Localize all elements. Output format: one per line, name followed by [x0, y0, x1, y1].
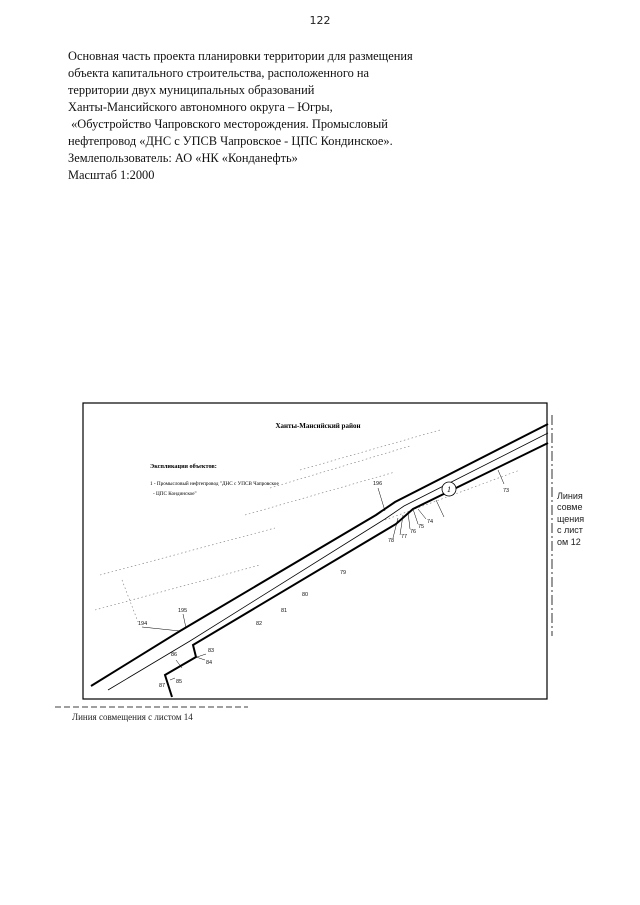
- point-label: 195: [178, 608, 188, 614]
- point-label: 80: [302, 592, 309, 598]
- header-line: Основная часть проекта планировки территории для размещения: [68, 49, 413, 63]
- district-label: Ханты-Мансийский район: [275, 422, 361, 430]
- object-marker-label: 1: [447, 485, 451, 494]
- legend-title: Экспликация объектов:: [150, 463, 217, 470]
- point-label: 196: [373, 481, 383, 487]
- point-label: 73: [503, 488, 510, 494]
- legend-item-line: 1 - Промысловый нефтепровод "ДНС с УПСВ Чапровское: [150, 481, 279, 487]
- header-line: Масштаб 1:2000: [68, 168, 155, 182]
- right-match-line-label: Линия совмещения с листом 12: [557, 491, 585, 547]
- point-label: 84: [206, 660, 213, 666]
- point-label: 78: [388, 538, 395, 544]
- header-line: нефтепровод «ДНС с УПСВ Чапровское - ЦПС Кондинское».: [68, 134, 393, 148]
- point-label: 77: [401, 534, 408, 540]
- point-label: 74: [427, 519, 434, 525]
- header-line: «Обустройство Чапровского месторождения. Промысловый: [68, 117, 388, 131]
- point-label: 85: [176, 679, 183, 685]
- point-label: 81: [281, 608, 288, 614]
- bottom-match-line-label: Линия совмещения с листом 14: [72, 712, 193, 722]
- header-line: территории двух муниципальных образований: [68, 83, 315, 97]
- page-number: 122: [309, 14, 331, 27]
- point-label: 75: [418, 524, 425, 530]
- header-line: Ханты-Мансийского автономного округа – Югры,: [68, 100, 333, 114]
- point-label: 86: [171, 652, 178, 658]
- point-label: 194: [138, 621, 148, 627]
- legend-item-line: - ЦПС Кондинское": [153, 491, 197, 497]
- point-label: 87: [159, 683, 166, 689]
- point-label: 82: [256, 621, 263, 627]
- point-label: 76: [410, 529, 417, 535]
- header-line: объекта капитального строительства, расположенного на: [68, 66, 370, 80]
- point-leaders: [142, 470, 504, 680]
- point-label: 83: [208, 648, 215, 654]
- header-line: Землепользователь: АО «НК «Конданефть»: [68, 151, 298, 165]
- point-label: 79: [340, 570, 347, 576]
